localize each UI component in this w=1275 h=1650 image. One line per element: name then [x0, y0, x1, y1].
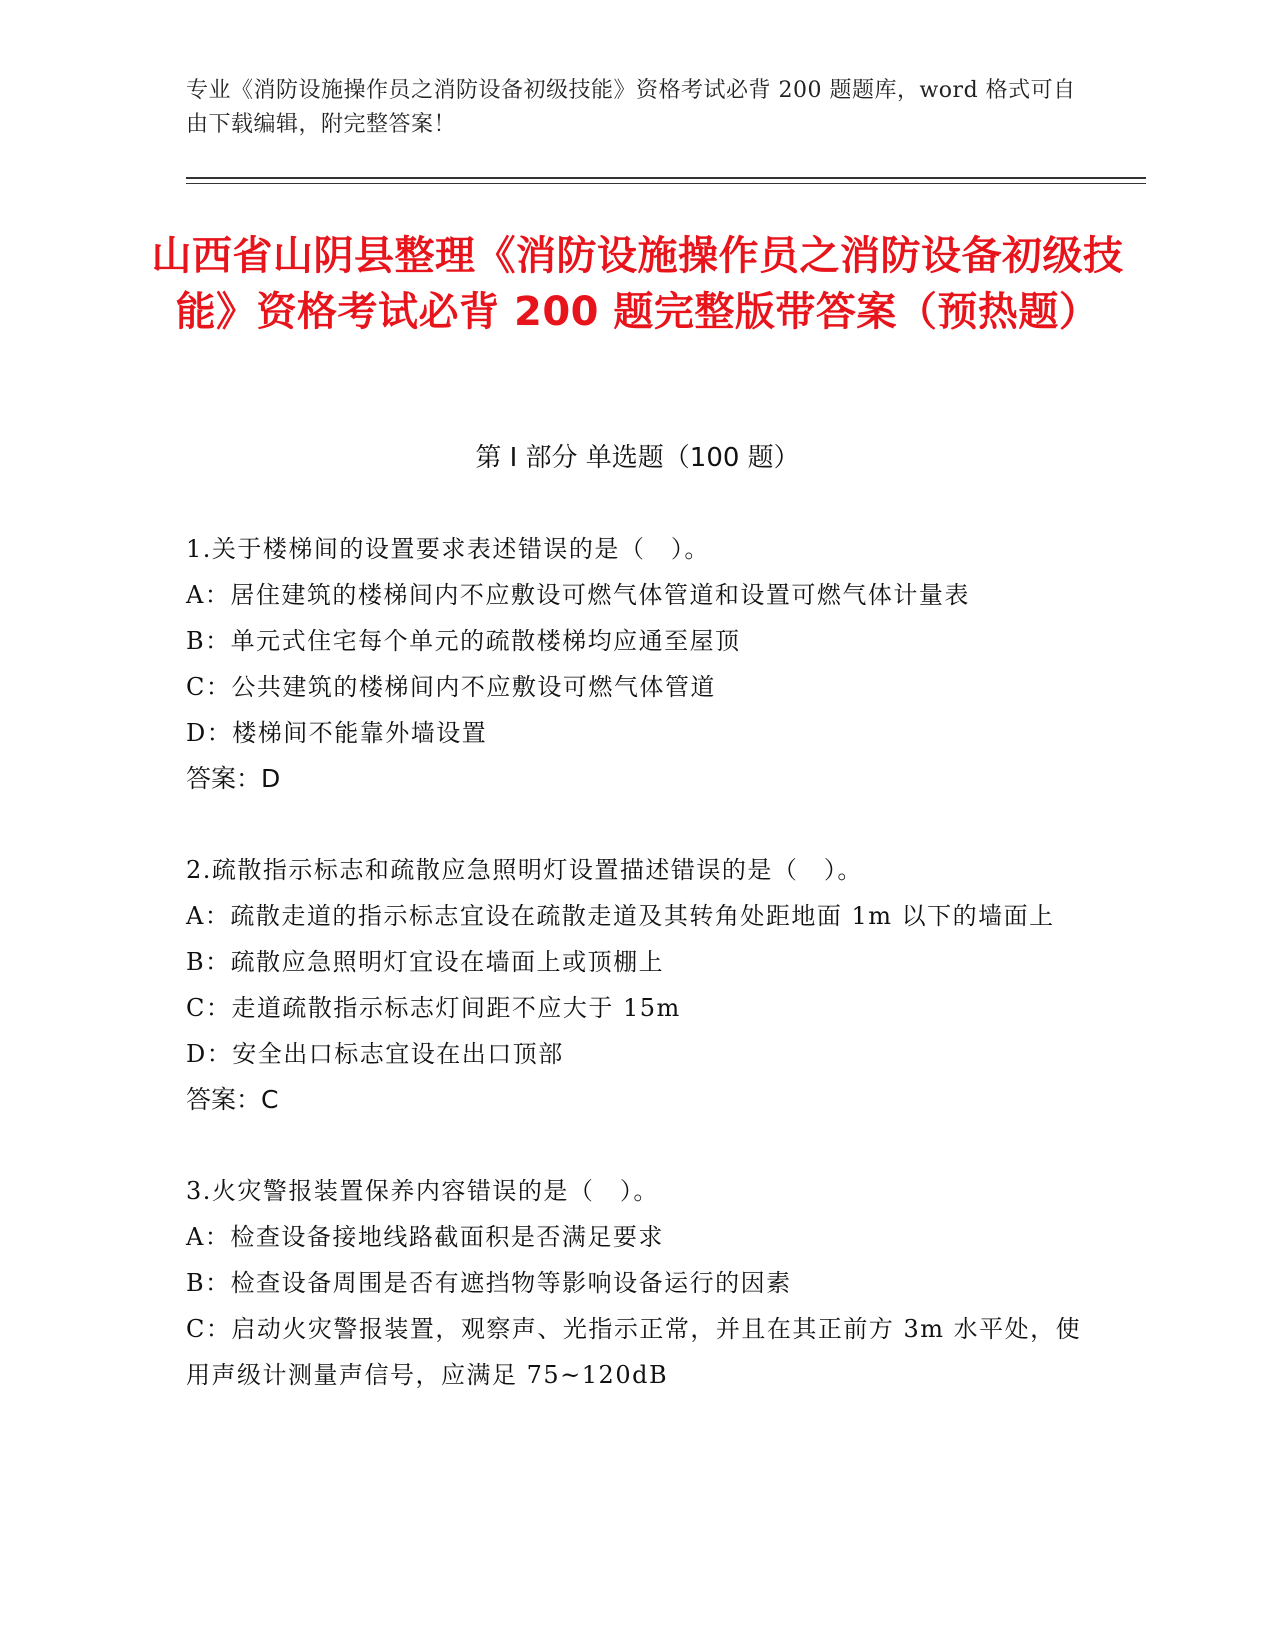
question-list: [186, 526, 1086, 1443]
document-title: 山西省山阴县整理《消防设施操作员之消防设备初级技能》资格考试必背 200 题完整版带答案（预热题）: [151, 233, 1124, 335]
option-c: C：公共建筑的楼梯间内不应敷设可燃气体管道: [186, 673, 716, 701]
section-title: 第 I 部分 单选题（100 题）: [475, 443, 800, 473]
question-1: [186, 526, 1086, 802]
answer-label: 答案：C: [186, 1085, 279, 1114]
option-b: B：检查设备周围是否有遮挡物等影响设备运行的因素: [186, 1269, 792, 1297]
question-3: [186, 1168, 1086, 1398]
header-rule-thin: [186, 183, 1146, 184]
answer-label: 答案：D: [186, 764, 281, 793]
header-note: 专业《消防设施操作员之消防设备初级技能》资格考试必背 200 题题库，word 格式可自由下载编辑，附完整答案！: [186, 78, 1076, 137]
option-d: D：楼梯间不能靠外墙设置: [186, 719, 488, 747]
question-2: [186, 847, 1086, 1123]
question-stem: 1.关于楼梯间的设置要求表述错误的是（ ）。: [186, 535, 710, 563]
header-rule-thick: [186, 177, 1146, 179]
option-a: A：居住建筑的楼梯间内不应敷设可燃气体管道和设置可燃气体计量表: [186, 581, 970, 609]
option-c: C：启动火灾警报装置，观察声、光指示正常，并且在其正前方 3m 水平处，使用声级计测量声信号，应满足 75~120dB: [186, 1315, 1082, 1389]
option-b: B：单元式住宅每个单元的疏散楼梯均应通至屋顶: [186, 627, 741, 655]
option-c: C：走道疏散指示标志灯间距不应大于 15m: [186, 994, 681, 1022]
question-stem: 2.疏散指示标志和疏散应急照明灯设置描述错误的是（ ）。: [186, 856, 863, 884]
option-b: B：疏散应急照明灯宜设在墙面上或顶棚上: [186, 948, 665, 976]
option-a: A：检查设备接地线路截面积是否满足要求: [186, 1223, 664, 1251]
question-stem: 3.火灾警报装置保养内容错误的是（ ）。: [186, 1177, 659, 1205]
option-d: D：安全出口标志宜设在出口顶部: [186, 1040, 564, 1068]
option-a: A：疏散走道的指示标志宜设在疏散走道及其转角处距地面 1m 以下的墙面上: [186, 902, 1055, 930]
